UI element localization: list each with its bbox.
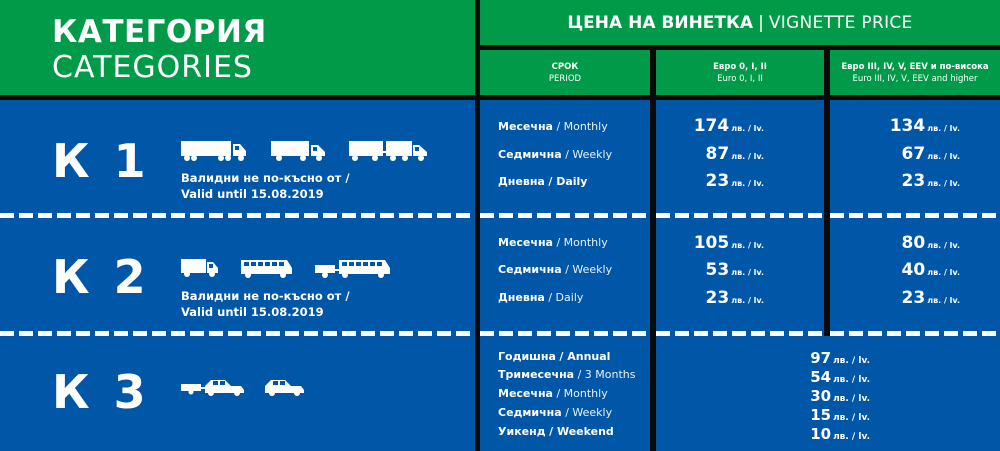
divider-k1-k2-euro3 xyxy=(830,213,1000,218)
k2-euro3-monthly-price: 80 лв. / lv. xyxy=(901,233,960,253)
k3-annual-price: 97 лв. / lv. xyxy=(810,349,870,367)
category-k1-valid-en: Valid until 15.08.2019 xyxy=(181,187,324,201)
k1-euro012-weekly-price: 87 лв. / lv. xyxy=(705,144,764,164)
category-k2-vehicles xyxy=(181,258,391,278)
k1-euro3-weekly-price: 67 лв. / lv. xyxy=(901,144,960,164)
k1-euro3-monthly-price: 134 лв. / lv. xyxy=(889,116,960,136)
k1-period-monthly-bg: Месечна xyxy=(498,120,553,133)
vignette-price-header xyxy=(480,0,1000,45)
k1-euro3-daily-price: 23 лв. / lv. xyxy=(901,171,960,191)
k3-period-monthly-en: / Monthly xyxy=(556,387,608,400)
category-k1-valid-bg: Валидни не по-късно от / xyxy=(181,171,350,185)
column-header-period xyxy=(480,50,650,95)
k2-euro012-weekly-price: 53 лв. / lv. xyxy=(705,260,764,280)
divider-k2-k3 xyxy=(0,331,475,336)
column-header-period-en: PERIOD xyxy=(548,73,582,84)
categories-title-en: CATEGORIES xyxy=(52,50,253,85)
categories-header xyxy=(0,0,475,95)
column-header-euro-3-plus-bg: Евро III, IV, V, EEV и по-висока xyxy=(841,61,989,72)
categories-panel xyxy=(0,100,475,451)
k3-weekend-price: 10 лв. / lv. xyxy=(810,425,870,443)
k3-period-weekly-en: / Weekly xyxy=(565,406,613,419)
k3-period-annual-en: / Annual xyxy=(559,350,611,363)
category-k3-label: К 3 xyxy=(52,365,150,419)
price-title-separator: | xyxy=(758,12,764,33)
divider-k1-k2-euro012 xyxy=(656,213,824,218)
category-k3-vehicles xyxy=(181,378,305,396)
category-k2-valid-bg: Валидни не по-късно от / xyxy=(181,289,350,303)
k2-period-monthly-bg: Месечна xyxy=(498,236,553,249)
k2-period-monthly-en: / Monthly xyxy=(556,236,608,249)
price-title-en: VIGNETTE PRICE xyxy=(768,12,913,33)
divider-k1-k2 xyxy=(0,213,475,218)
k1-euro012-daily-price: 23 лв. / lv. xyxy=(705,171,764,191)
categories-title-bg: КАТЕГОРИЯ xyxy=(52,14,267,50)
car-trailer-icon xyxy=(181,378,245,396)
k1-euro012-monthly-price: 174 лв. / lv. xyxy=(693,116,764,136)
category-k2-validity xyxy=(181,288,350,320)
column-header-euro-3-plus xyxy=(830,50,1000,95)
semi-truck-icon xyxy=(181,140,249,162)
k2-period-weekly-bg: Седмична xyxy=(498,263,562,276)
column-header-euro-0-2 xyxy=(656,50,824,95)
k2-euro3-weekly-price: 40 лв. / lv. xyxy=(901,260,960,280)
k3-period-weekend-en: / Weekend xyxy=(549,425,614,438)
column-header-euro-3-plus-en: Euro III, IV, V, EEV and higher xyxy=(852,73,978,84)
k2-period-daily-en: / Daily xyxy=(548,291,584,304)
category-k1-vehicles xyxy=(181,140,429,162)
price-title-bg: ЦЕНА НА ВИНЕТКА xyxy=(567,12,754,33)
k1-period-daily-en: / Daily xyxy=(548,175,588,188)
category-k1-label: К 1 xyxy=(52,134,150,188)
euro-0-2-column xyxy=(656,100,824,336)
column-header-euro-0-2-bg: Евро 0, I, II xyxy=(713,61,767,72)
bus-trailer-icon xyxy=(315,258,391,278)
category-k1-validity xyxy=(181,170,350,202)
k1-period-monthly-en: / Monthly xyxy=(556,120,608,133)
k3-period-weekend-bg: Уикенд xyxy=(498,425,546,438)
column-header-euro-0-2-en: Euro 0, I, II xyxy=(717,73,763,84)
k3-period-annual-bg: Годишна xyxy=(498,350,556,363)
divider-k2-k3-period xyxy=(480,331,650,336)
truck-trailer-icon xyxy=(349,140,429,162)
k3-period-3months-bg: Тримесечна xyxy=(498,368,575,381)
k3-period-3months-en: / 3 Months xyxy=(577,368,636,381)
column-header-period-bg: СРОК xyxy=(551,61,579,72)
k2-euro012-monthly-price: 105 лв. / lv. xyxy=(693,233,764,253)
category-k2-valid-en: Valid until 15.08.2019 xyxy=(181,305,324,319)
k3-period-monthly-bg: Месечна xyxy=(498,387,553,400)
k3-monthly-price: 30 лв. / lv. xyxy=(810,387,870,405)
divider-k1-k2-period xyxy=(480,213,650,218)
category-k2-label: К 2 xyxy=(52,250,150,304)
car-icon xyxy=(265,378,305,396)
k3-price-column xyxy=(656,336,1000,451)
k3-3months-price: 54 лв. / lv. xyxy=(810,368,870,386)
k1-period-daily-bg: Дневна xyxy=(498,175,545,188)
k2-euro3-daily-price: 23 лв. / lv. xyxy=(901,288,960,308)
truck-icon xyxy=(271,140,327,162)
bus-icon xyxy=(241,258,293,278)
k2-euro012-daily-price: 23 лв. / lv. xyxy=(705,288,764,308)
k3-weekly-price: 15 лв. / lv. xyxy=(810,406,870,424)
k1-period-weekly-bg: Седмична xyxy=(498,148,562,161)
period-column xyxy=(480,100,650,451)
k1-period-weekly-en: / Weekly xyxy=(565,148,613,161)
k2-period-weekly-en: / Weekly xyxy=(565,263,613,276)
euro-3-plus-column xyxy=(830,100,1000,336)
van-truck-icon xyxy=(181,258,219,278)
k3-period-weekly-bg: Седмична xyxy=(498,406,562,419)
k2-period-daily-bg: Дневна xyxy=(498,291,545,304)
